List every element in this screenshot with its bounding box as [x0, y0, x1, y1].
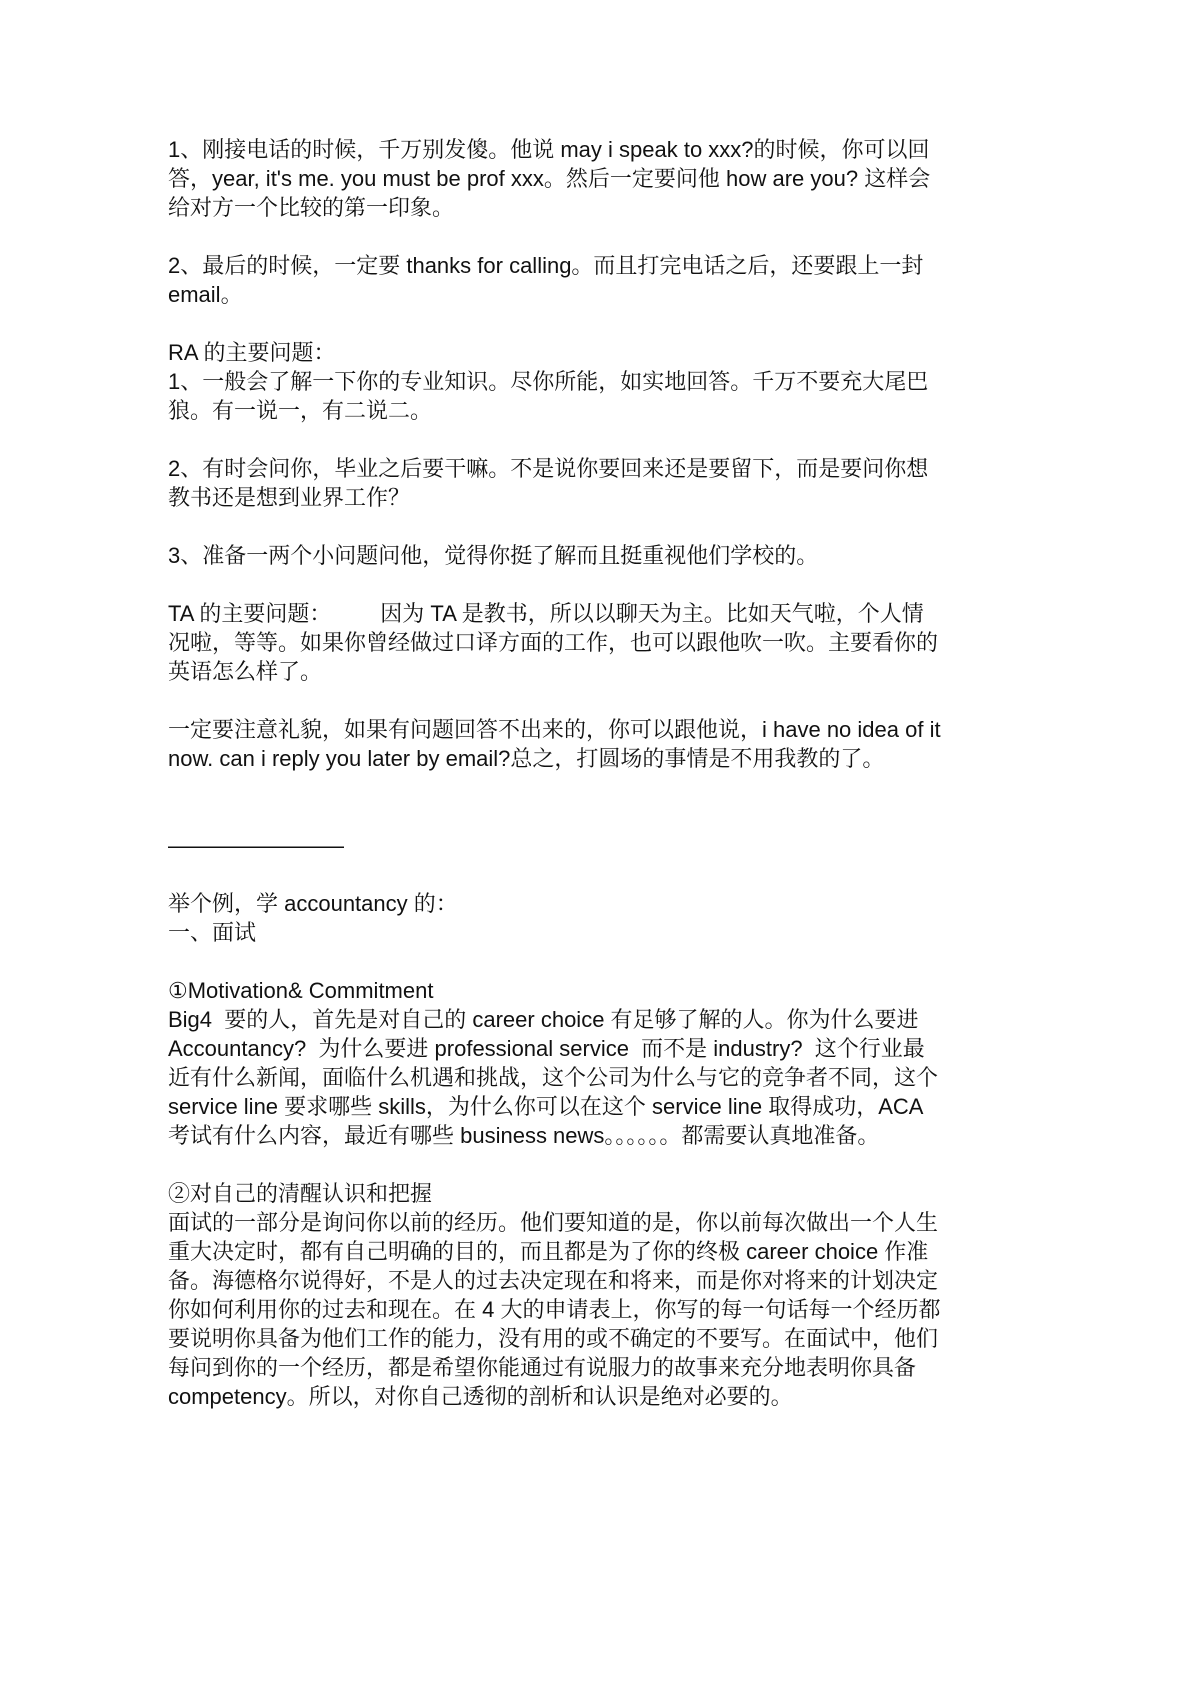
- paragraph-spacer: [168, 570, 1168, 599]
- phone-tip-2-line-2: email。: [168, 282, 243, 307]
- example-intro: 举个例，学 accountancy 的：: [168, 891, 458, 916]
- motivation-point-line-2: Accountancy? 为什么要进 professional service 而不是 industry? 这个行业最: [168, 1036, 925, 1061]
- ra-question-2-line-2: 教书还是想到业界工作？: [168, 485, 411, 510]
- self-awareness-point-line-4: 你如何利用你的过去和现在。在 4 大的申请表上，你写的每一句话每一个经历都: [168, 1297, 941, 1322]
- paragraph-spacer: [168, 860, 1168, 889]
- self-awareness-point-line-1: 面试的一部分是询问你以前的经历。他们要知道的是，你以前每次做出一个人生: [168, 1210, 939, 1235]
- paragraph-spacer: [168, 947, 1168, 976]
- paragraph-spacer: [168, 309, 1168, 338]
- motivation-point-title: ①Motivation& Commitment: [168, 978, 434, 1003]
- ra-questions-heading: RA 的主要问题：: [168, 340, 336, 365]
- motivation-point-line-5: 考试有什么内容，最近有哪些 business news。。。。。。都需要认真地准备。: [168, 1123, 880, 1148]
- ta-questions-line-2: 况啦，等等。如果你曾经做过口译方面的工作，也可以跟他吹一吹。主要看你的: [168, 630, 939, 655]
- ta-questions-line-1: TA 的主要问题： 因为 TA 是教书，所以以聊天为主。比如天气啦，个人情: [168, 601, 924, 626]
- motivation-point-line-4: service line 要求哪些 skills，为什么你可以在这个 service line 取得成功，ACA: [168, 1094, 924, 1119]
- self-awareness-point-line-2: 重大决定时，都有自己明确的目的，而且都是为了你的终极 career choice 作准: [168, 1239, 929, 1264]
- politeness-note-line-1: 一定要注意礼貌，如果有问题回答不出来的，你可以跟他说，i have no idea of it: [168, 717, 941, 742]
- document-body: [168, 135, 1168, 1411]
- section-divider: ————————: [168, 833, 344, 858]
- self-awareness-point-line-5: 要说明你具备为他们工作的能力，没有用的或不确定的不要写。在面试中，他们: [168, 1326, 939, 1351]
- ra-question-2-line-1: 2、有时会问你，毕业之后要干嘛。不是说你要回来还是要留下，而是要问你想: [168, 456, 929, 481]
- ra-question-1-line-2: 狼。有一说一，有二说二。: [168, 398, 433, 423]
- self-awareness-point-line-3: 备。海德格尔说得好，不是人的过去决定现在和将来，而是你对将来的计划决定: [168, 1268, 939, 1293]
- self-awareness-point-title: ②对自己的清醒认识和把握: [168, 1181, 433, 1206]
- phone-tip-1-line-3: 给对方一个比较的第一印象。: [168, 195, 455, 220]
- motivation-point-line-1: Big4 要的人，首先是对自己的 career choice 有足够了解的人。你为什么要进: [168, 1007, 919, 1032]
- paragraph-spacer: [168, 425, 1168, 454]
- paragraph-spacer: [168, 686, 1168, 715]
- ra-question-1-line-1: 1、一般会了解一下你的专业知识。尽你所能，如实地回答。千万不要充大尾巴: [168, 369, 929, 394]
- interview-section-title: 一、面试: [168, 920, 257, 945]
- paragraph-spacer: [168, 222, 1168, 251]
- paragraph-spacer: [168, 802, 1168, 831]
- motivation-point-line-3: 近有什么新闻，面临什么机遇和挑战，这个公司为什么与它的竞争者不同，这个: [168, 1065, 939, 1090]
- phone-tip-2-line-1: 2、最后的时候，一定要 thanks for calling。而且打完电话之后，还要跟上一封: [168, 253, 924, 278]
- phone-tip-1-line-1: 1、刚接电话的时候，千万别发傻。他说 may i speak to xxx?的时候，你可以回: [168, 137, 930, 162]
- paragraph-spacer: [168, 773, 1168, 802]
- self-awareness-point-line-7: competency。所以，对你自己透彻的剖析和认识是绝对必要的。: [168, 1384, 793, 1409]
- self-awareness-point-line-6: 每问到你的一个经历，都是希望你能通过有说服力的故事来充分地表明你具备: [168, 1355, 917, 1380]
- paragraph-spacer: [168, 512, 1168, 541]
- ra-question-3-line-1: 3、准备一两个小问题问他，觉得你挺了解而且挺重视他们学校的。: [168, 543, 819, 568]
- politeness-note-line-2: now. can i reply you later by email?总之，打圆场的事情是不用我教的了。: [168, 746, 885, 771]
- paragraph-spacer: [168, 1150, 1168, 1179]
- phone-tip-1-line-2: 答，year, it's me. you must be prof xxx。然后一定要问他 how are you? 这样会: [168, 166, 931, 191]
- ta-questions-line-3: 英语怎么样了。: [168, 659, 323, 684]
